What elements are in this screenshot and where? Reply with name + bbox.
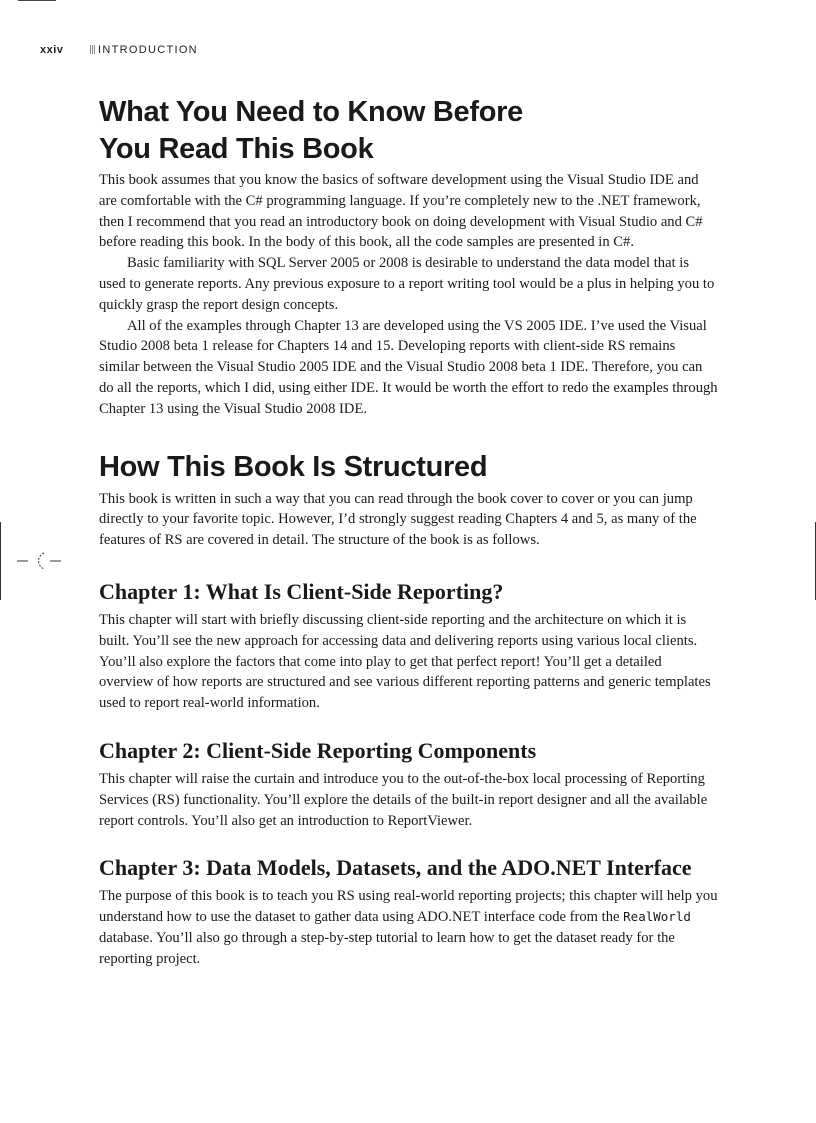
paragraph-prerequisites-2: Basic familiarity with SQL Server 2005 or 2008 is desirable to understand the data model that is used to generate reports. Any previous exposure to a report writing tool would be a plus in helping you to quickly grasp the report design concepts. — [99, 255, 715, 313]
running-head-section: INTRODUCTION — [98, 44, 198, 56]
paragraph-prerequisites-3: All of the examples through Chapter 13 are developed using the VS 2005 IDE. I’ve used the Visual Studio 2008 beta 1 release for Chapters 14 and 15. Developing reports with client-side RS remains similar between the Visual Studio 2005 IDE and the Visual Studio 2008 beta 1 IDE. Therefore, you can do all the reports, which I did, using either IDE. It would be worth the effort to redo the examples through Chapter 13 using the Visual Studio 2008 IDE. — [99, 317, 718, 417]
section-heading-structure: How This Book Is Structured — [99, 450, 488, 483]
running-head-marker — [90, 45, 96, 54]
chapter-3-description — [99, 886, 719, 969]
paragraph-prerequisites-1: This book assumes that you know the basics of software development using the Visual Studio IDE and are comfortable with the C# programming language. If you’re completely new to the .NET framework, then I recommend that you read an introductory book on doing development with Visual Studio and C# before reading this book. In the body of this book, all the code samples are presented in C#. — [99, 172, 703, 251]
chapter-3-heading: Chapter 3: Data Models, Datasets, and the ADO.NET Interface — [99, 855, 692, 881]
paragraph-structure-1: This book is written in such a way that you can read through the book cover to cover or you can jump directly to your favorite topic. However, I’d strongly suggest reading Chapters 4 and 5, as many of the features of RS are covered in detail. The structure of the book is as follows. — [99, 490, 697, 549]
chapter-3-text-end: database. You’ll also go through a step-by-step tutorial to learn how to get the dataset ready for the reporting project. — [99, 929, 675, 967]
left-crop-mark — [0, 522, 1, 600]
heading-line-1: What You Need to Know Before — [99, 96, 523, 128]
chapter-3-text-start: The purpose of this book is to teach you RS using real-world reporting projects; this chapter will help you understand how to use the dataset to gather data using ADO.NET interface code from the — [99, 888, 718, 926]
code-database-name: RealWorld — [623, 909, 691, 925]
page-number: xxiv — [40, 44, 64, 56]
chapter-2-heading: Chapter 2: Client-Side Reporting Components — [99, 737, 537, 763]
chapter-1-description: This chapter will start with briefly discussing client-side reporting and the architecture on which it is built. You’ll see the new approach for accessing data and delivering reports using various local clients. You’ll also explore the factors that come into play to get that perfect report! You’ll get a detailed overview of how reports are structured and see various different reporting patterns and generic templates used to report real-world information. — [99, 611, 711, 712]
section-heading-prerequisites — [99, 94, 719, 168]
chapter-2-description: This chapter will raise the curtain and introduce you to the out-of-the-box local processing of Reporting Services (RS) functionality. You’ll explore the details of the built-in report designer and all the available report controls. You’ll also get an introduction to ReportViewer. — [99, 770, 708, 829]
chapter-1-heading: Chapter 1: What Is Client-Side Reporting? — [99, 578, 504, 604]
registration-mark-icon — [17, 550, 61, 572]
page-content — [99, 94, 719, 970]
top-crop-rule — [18, 0, 56, 1]
running-head — [40, 44, 198, 56]
heading-line-2: You Read This Book — [99, 133, 374, 165]
